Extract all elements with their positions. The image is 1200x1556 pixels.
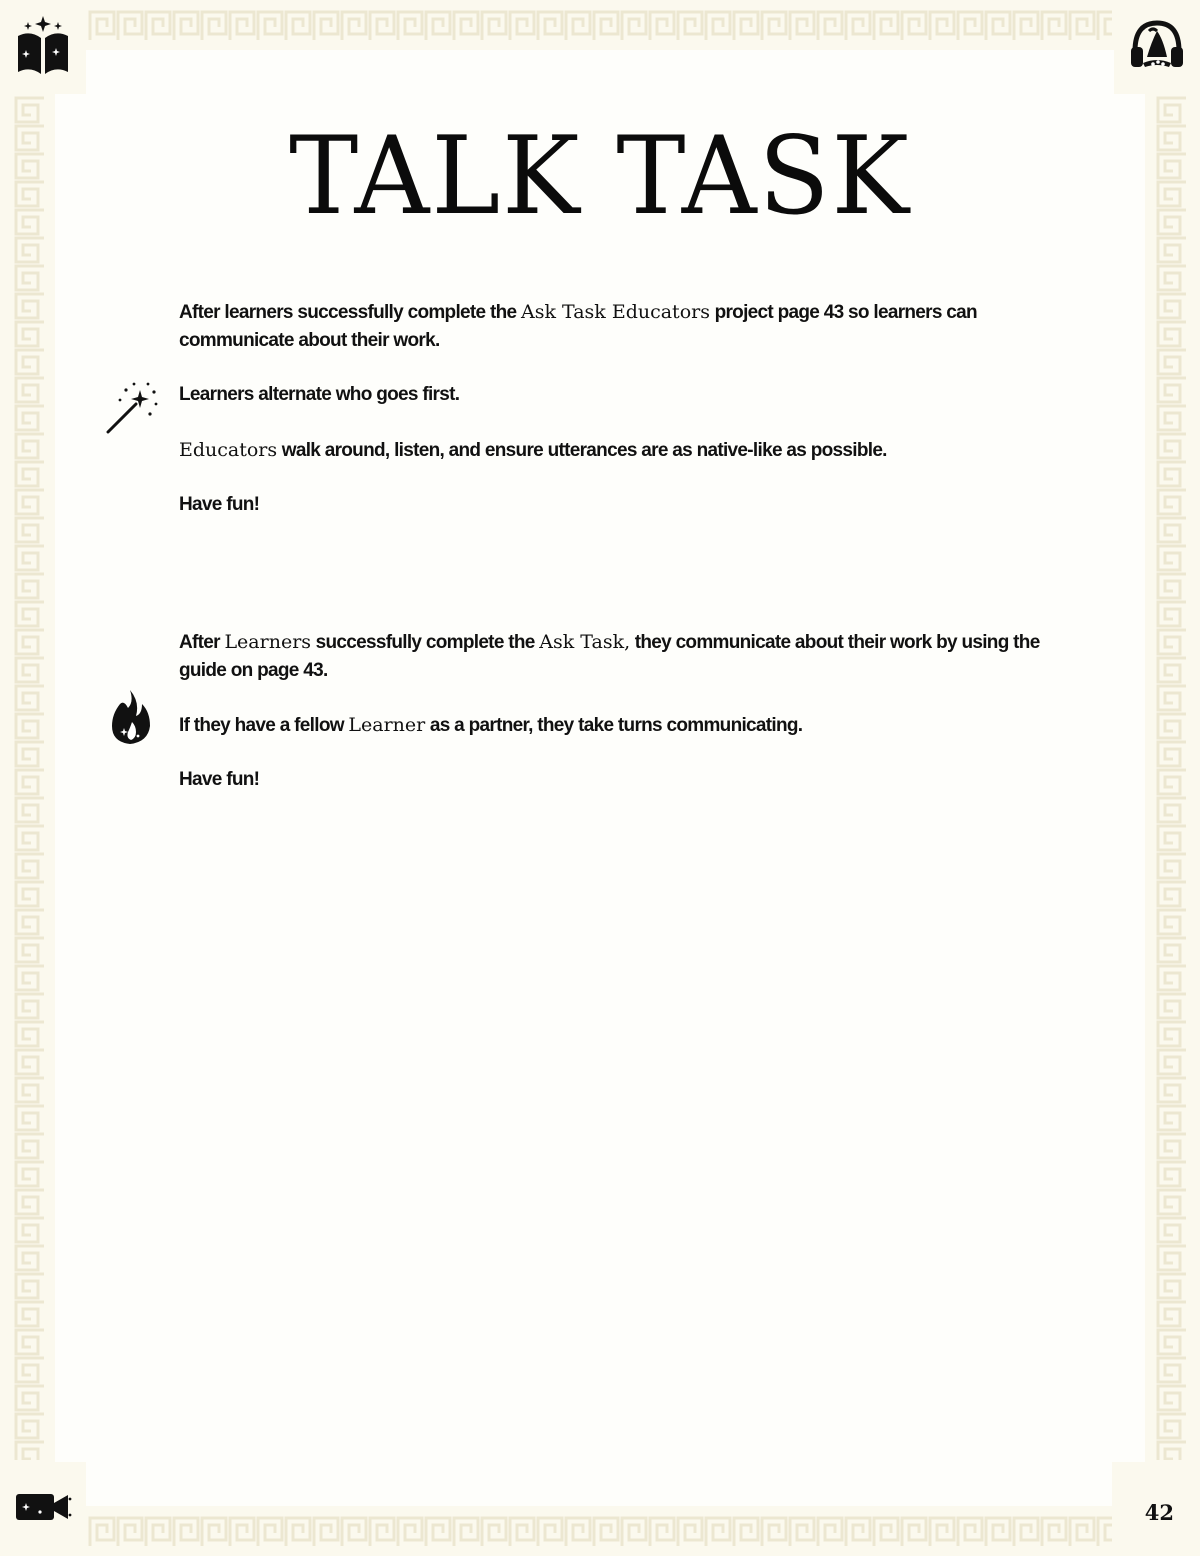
video-camera-icon (14, 1490, 72, 1529)
section2-intro-text-c: successfully complete the (315, 632, 535, 653)
headphones-wizard-icon (1129, 17, 1185, 78)
section2-paragraph-intro (179, 628, 1079, 685)
section2-intro-text-e: they communicate about their work by using the guide on page 43. (179, 632, 1040, 681)
section2-paragraph-have-fun: Have fun! (179, 769, 260, 790)
audio-corner[interactable] (1114, 0, 1200, 94)
section1-educators-text-b: walk around, listen, and ensure utterances are as native-like as possible. (281, 440, 887, 461)
section1-paragraph-alternate: Learners alternate who goes first. (179, 384, 460, 405)
section1-intro-text-a: After learners successfully complete the (179, 302, 517, 323)
section1-paragraph-intro (179, 298, 1079, 355)
section2-intro-text-a: After (179, 632, 220, 653)
book-corner[interactable] (0, 0, 86, 94)
page-title: TALK TASK (289, 114, 911, 239)
top-border (88, 8, 1112, 42)
bottom-border (88, 1514, 1112, 1548)
magic-wand-icon (104, 380, 160, 441)
section2-intro-text-b: Learners (224, 631, 312, 653)
section1-paragraph-educators (179, 436, 1079, 465)
flame-icon (108, 688, 154, 751)
left-border (12, 96, 46, 1460)
page-number: 42 (1144, 1500, 1174, 1525)
section2-partner-text-b: Learner (348, 714, 426, 736)
section1-intro-text-c: project page 43 so learners can communicate about their work. (179, 302, 977, 351)
section1-paragraph-have-fun: Have fun! (179, 494, 260, 515)
section2-intro-text-d: Ask Task, (539, 631, 631, 653)
section2-paragraph-partner (179, 711, 1079, 740)
section1-intro-text-b: Ask Task Educators (520, 301, 710, 323)
section2-partner-text-c: as a partner, they take turns communicating. (429, 715, 803, 736)
section2-partner-text-a: If they have a fellow (179, 715, 344, 736)
right-border (1154, 96, 1188, 1460)
open-book-sparkle-icon (14, 14, 72, 81)
video-corner[interactable] (0, 1462, 86, 1556)
section1-educators-text-a: Educators (179, 439, 278, 461)
